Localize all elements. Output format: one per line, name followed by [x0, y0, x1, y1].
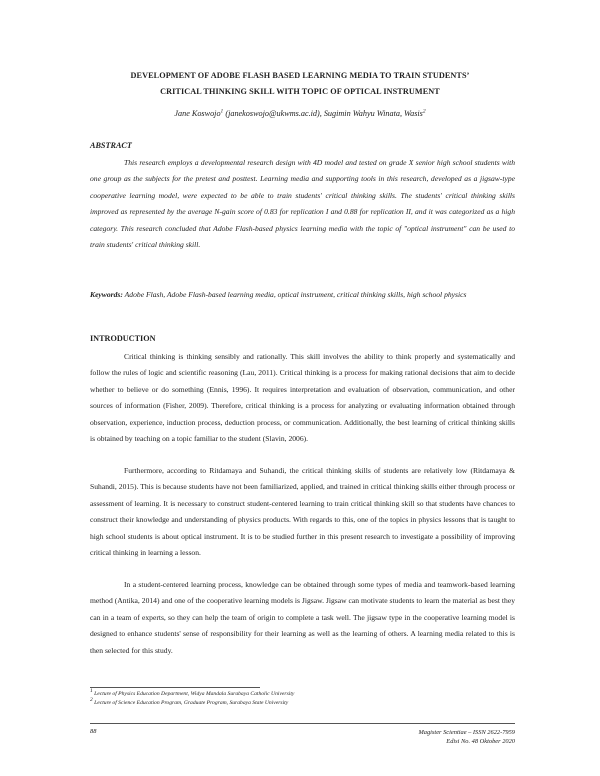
journal-issn: Magister Scientiae – ISSN 2622-7959: [418, 729, 515, 736]
intro-paragraph-3: In a student-centered learning process, knowledge can be obtained through some types of media and teamwork-based learning method (Antika, 2014) and one of the cooperative learning models is Jigsaw. Jigsaw can motivate students to learn the material as best they can in a team of experts, so they can help the team of origin to complete a task well. The jigsaw type in the cooperative learning model is designed to enhance students' sense of responsibility for their learning as well as the learning of others. A learning media related to this is then selected for this study.: [90, 580, 515, 655]
author-sup-2: 2: [422, 108, 426, 115]
title-line-1: DEVELOPMENT OF ADOBE FLASH BASED LEARNING MEDIA TO TRAIN STUDENTS’: [130, 71, 470, 80]
journal-info: [418, 728, 515, 746]
paper-title: [60, 68, 540, 100]
author-line: [40, 109, 560, 118]
keywords: [90, 287, 515, 303]
footnote-divider: [90, 687, 260, 688]
footnote-2-num: 2: [90, 697, 93, 704]
journal-edition: Edisi No. 48 Oktober 2020: [446, 738, 515, 745]
author-sup-1: 1: [220, 108, 224, 115]
author-details: (janekoswojo@ukwms.ac.id), Sugimin Wahyu Winata, Wasis: [223, 109, 423, 118]
page-number: 88: [90, 728, 97, 735]
abstract-heading: ABSTRACT: [90, 141, 132, 150]
footer-divider: [90, 723, 515, 724]
footnote-1-num: 1: [90, 688, 93, 695]
introduction-heading: INTRODUCTION: [90, 334, 156, 343]
keywords-label: Keywords:: [90, 290, 123, 299]
footnote-1: [90, 688, 295, 697]
intro-paragraph-2: Furthermore, according to Ritdamaya and Suhandi, the critical thinking skills of students are relatively low (Ritdamaya & Suhandi, 2015). This is because students have not been familiarized, applied, and trained in critical thinking skills either through process or assessment of learning. It is necessary to construct student-centered learning to train critical thinking skill so that students have chances to construct their knowledge and understanding of physics products. With regards to this, one of the topics in physics lessons that is taught to high school students is about optical instrument. It is to be studied further in this present research to investigate a possibility of improving critical thinking in learning a lesson.: [90, 466, 515, 558]
intro-paragraph-1: Critical thinking is thinking sensibly and rationally. This skill involves the ability to think properly and systematically and follow the rules of logic and scientific reasoning (Lau, 2011). Critical thinking is a process for making rational decisions that aim to decide whether to believe or do something (Ennis, 1996). It requires interpretation and evaluation of observation, communication, and other sources of information (Fisher, 2009). Therefore, critical thinking is a process for analyzing or evaluating information obtained through observation, experience, induction process, deduction process, or communication. Additionally, the best learning of critical thinking skills is obtained by teaching on a topic familiar to the student (Slavin, 2006).: [90, 352, 515, 444]
title-line-2: CRITICAL THINKING SKILL WITH TOPIC OF OPTICAL INSTRUMENT: [160, 87, 440, 96]
abstract-text: This research employs a developmental research design with 4D model and tested on grade X senior high school students with one group as the subjects for the pretest and posttest. Learning media and supporting tools in this research, developed as a jigsaw-type cooperative learning model, were expected to be able to train students' critical thinking skills. The students' critical thinking skills improved as represented by the average N-gain score of 0.83 for replication I and 0.88 for replication II, and it was categorized as a high category. This research concluded that Adobe Flash-based physics learning media with the topic of "optical instrument" can be used to train students' critical thinking skill.: [90, 158, 515, 250]
footnote-1-text: Lecture of Physics Education Department, Widya Mandala Surabaya Catholic University: [92, 691, 295, 697]
footnote-2-text: Lecture of Science Education Program, Graduate Program, Surabaya State University: [92, 700, 289, 706]
author-name-1: Jane Koswojo: [174, 109, 221, 118]
footnote-2: [90, 697, 289, 706]
keywords-text: Adobe Flash, Adobe Flash-based learning media, optical instrument, critical thinking skills, high school physics: [122, 290, 467, 299]
